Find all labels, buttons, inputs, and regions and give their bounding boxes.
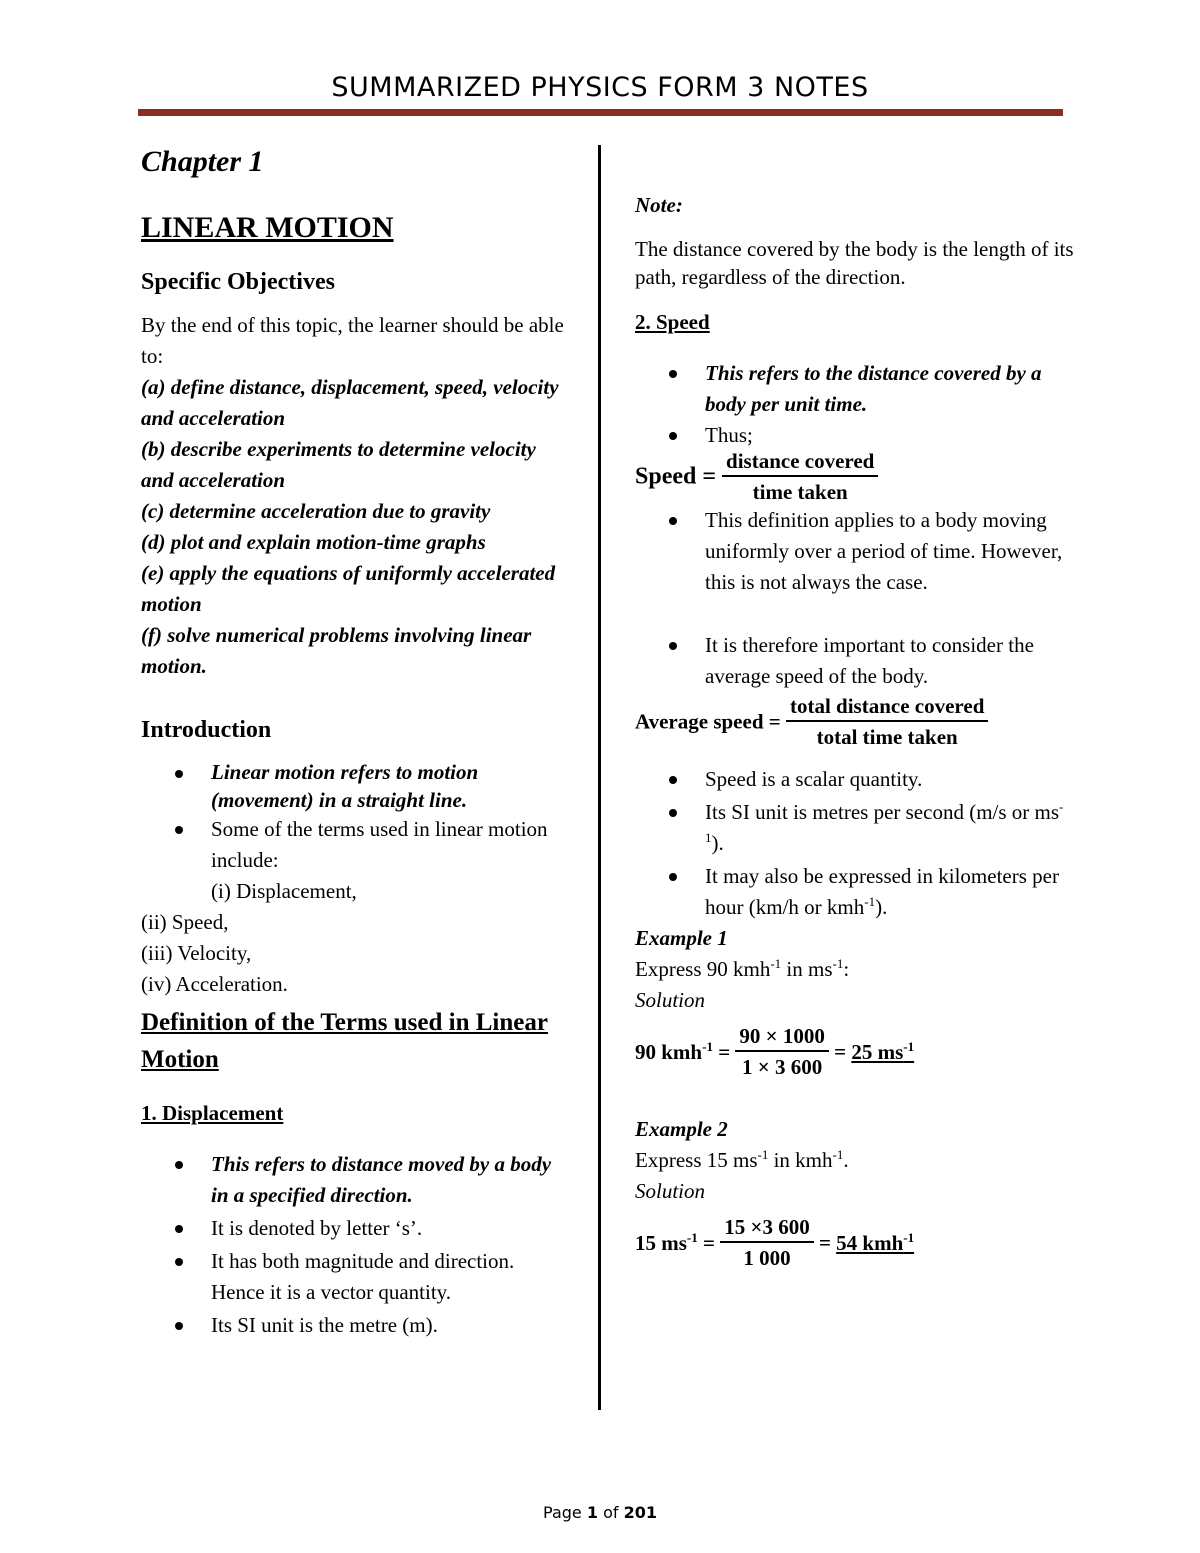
average-speed-formula xyxy=(635,692,1075,752)
example-2-result-text: 54 kmh xyxy=(836,1230,904,1255)
list-item xyxy=(141,1246,571,1308)
objectives-heading: Specific Objectives xyxy=(141,269,335,295)
header-rule xyxy=(138,109,1063,116)
superscript: -1 xyxy=(832,1147,844,1162)
example-2-lhs-text: 15 ms xyxy=(635,1230,687,1255)
right-column xyxy=(635,190,1075,1279)
speed-bullet-1: This refers to the distance covered by a body per unit time. xyxy=(705,361,1042,416)
superscript: -1 xyxy=(705,799,1064,845)
list-item xyxy=(635,630,1075,692)
displacement-heading: 1. Displacement xyxy=(141,1101,284,1125)
introduction-list xyxy=(141,758,571,907)
displacement-list xyxy=(141,1149,571,1341)
average-speed-denominator: total time taken xyxy=(816,725,958,749)
example-2-q-mid: in kmh xyxy=(768,1148,833,1172)
example-1-fraction xyxy=(735,1022,828,1082)
speed-bullet-6-end: ). xyxy=(711,831,724,855)
example-1-equation xyxy=(635,1022,1075,1082)
intro-bullet-1: Linear motion refers to motion (movement) in a straight line. xyxy=(211,760,479,812)
example-1-solution-label: Solution xyxy=(635,988,706,1012)
example-1-q-text: Express 90 kmh xyxy=(635,957,771,981)
displacement-bullet-2: It is denoted by letter ‘s’. xyxy=(211,1216,423,1240)
objective-item: (c) determine acceleration due to gravity xyxy=(141,499,491,523)
example-1-numerator: 90 × 1000 xyxy=(735,1022,828,1052)
speed-bullet-5: Speed is a scalar quantity. xyxy=(705,767,923,791)
objectives-intro: By the end of this topic, the learner should be able to: xyxy=(141,313,564,368)
speed-formula xyxy=(635,447,1075,507)
speed-bullet-3: This definition applies to a body moving uniformly over a period of time. However, this is not always the case. xyxy=(705,508,1063,594)
page-number: 1 xyxy=(586,1503,598,1522)
equals-sign: = xyxy=(818,1230,831,1255)
intro-bullet-2: Some of the terms used in linear motion include: xyxy=(211,817,548,872)
superscript: -1 xyxy=(770,956,782,971)
of-label: of xyxy=(597,1503,624,1522)
list-item xyxy=(635,861,1075,923)
page-footer xyxy=(0,1503,1200,1522)
speed-fraction xyxy=(722,447,878,507)
example-1-question xyxy=(635,954,1075,985)
list-item xyxy=(635,420,1075,451)
chapter-title: LINEAR MOTION xyxy=(141,211,394,244)
note-label: Note: xyxy=(635,193,683,217)
example-2-solution-label: Solution xyxy=(635,1179,706,1203)
example-1-q-mid: in ms xyxy=(781,957,833,981)
list-item xyxy=(141,758,571,814)
speed-bullet-6-text: Its SI unit is metres per second (m/s or ms xyxy=(705,800,1060,824)
superscript: -1 xyxy=(832,956,844,971)
objective-item: (b) describe experiments to determine velocity and acceleration xyxy=(141,437,536,492)
objective-item: (a) define distance, displacement, speed, velocity and acceleration xyxy=(141,375,559,430)
left-column xyxy=(141,140,571,1341)
superscript: -1 xyxy=(702,1038,713,1054)
list-item xyxy=(141,814,571,907)
example-2-q-text: Express 15 ms xyxy=(635,1148,758,1172)
example-1-lhs xyxy=(635,1040,730,1064)
speed-formula-lhs: Speed = xyxy=(635,463,717,490)
example-2-result xyxy=(836,1231,914,1255)
superscript: -1 xyxy=(903,1229,915,1245)
average-speed-fraction xyxy=(786,692,988,752)
displacement-bullet-3: It has both magnitude and direction. Hence it is a vector quantity. xyxy=(211,1249,515,1304)
term-speed: (ii) Speed, xyxy=(141,910,229,934)
objective-item: (e) apply the equations of uniformly accelerated motion xyxy=(141,561,556,616)
example-1-result xyxy=(851,1040,914,1064)
list-item xyxy=(635,358,1075,420)
speed-list-3 xyxy=(635,764,1075,923)
example-1-result-text: 25 ms xyxy=(851,1039,904,1064)
note-text: The distance covered by the body is the length of its path, regardless of the direction. xyxy=(635,237,1074,289)
objective-item: (f) solve numerical problems involving linear motion. xyxy=(141,623,532,678)
speed-bullet-7-end: ). xyxy=(875,895,888,919)
objectives-list xyxy=(141,372,571,682)
page-label: Page xyxy=(543,1503,587,1522)
speed-denominator: time taken xyxy=(752,480,848,504)
example-2-lhs xyxy=(635,1231,715,1255)
chapter-label: Chapter 1 xyxy=(141,145,264,178)
introduction-heading: Introduction xyxy=(141,717,272,743)
speed-bullet-4: It is therefore important to consider the average speed of the body. xyxy=(705,633,1034,688)
superscript: -1 xyxy=(686,1229,698,1245)
list-item xyxy=(141,1310,571,1341)
example-2-numerator: 15 ×3 600 xyxy=(720,1213,813,1243)
column-divider xyxy=(598,145,601,1410)
list-item xyxy=(635,797,1075,859)
superscript: -1 xyxy=(864,894,876,909)
equals-sign: = xyxy=(712,1039,731,1064)
superscript: -1 xyxy=(903,1038,915,1054)
list-item xyxy=(141,1149,571,1211)
example-1-lhs-text: 90 kmh xyxy=(635,1039,703,1064)
example-1-label: Example 1 xyxy=(635,926,728,950)
speed-heading: 2. Speed xyxy=(635,310,710,334)
term-acceleration: (iv) Acceleration. xyxy=(141,972,288,996)
speed-list-2 xyxy=(635,505,1075,692)
displacement-bullet-1: This refers to distance moved by a body in a specified direction. xyxy=(211,1152,552,1207)
example-2-q-end: . xyxy=(843,1148,849,1172)
example-1-q-end: : xyxy=(843,957,850,981)
example-2-denominator: 1 000 xyxy=(743,1246,791,1270)
term-displacement: (i) Displacement, xyxy=(211,879,357,903)
list-item xyxy=(635,505,1075,598)
speed-numerator: distance covered xyxy=(722,447,878,477)
example-2-equation xyxy=(635,1213,1075,1273)
example-1-denominator: 1 × 3 600 xyxy=(742,1055,823,1079)
displacement-bullet-4: Its SI unit is the metre (m). xyxy=(211,1313,438,1337)
superscript: -1 xyxy=(757,1147,769,1162)
definitions-heading: Definition of the Terms used in Linear Motion xyxy=(141,1009,548,1073)
speed-bullet-7-text: It may also be expressed in kilometers per hour (km/h or kmh xyxy=(705,864,1059,919)
speed-bullet-2: Thus; xyxy=(705,423,753,447)
example-2-label: Example 2 xyxy=(635,1117,728,1141)
equals-sign: = xyxy=(834,1039,847,1064)
objective-item: (d) plot and explain motion-time graphs xyxy=(141,530,486,554)
example-2-question xyxy=(635,1145,1075,1176)
total-pages: 201 xyxy=(623,1503,657,1522)
list-item xyxy=(635,764,1075,795)
term-velocity: (iii) Velocity, xyxy=(141,941,252,965)
speed-list-1 xyxy=(635,358,1075,451)
page-header-title: SUMMARIZED PHYSICS FORM 3 NOTES xyxy=(331,72,869,103)
list-item xyxy=(141,1213,571,1244)
average-speed-numerator: total distance covered xyxy=(786,692,988,722)
equals-sign: = xyxy=(697,1230,715,1255)
average-speed-lhs: Average speed = xyxy=(635,709,781,734)
example-2-fraction xyxy=(720,1213,813,1273)
